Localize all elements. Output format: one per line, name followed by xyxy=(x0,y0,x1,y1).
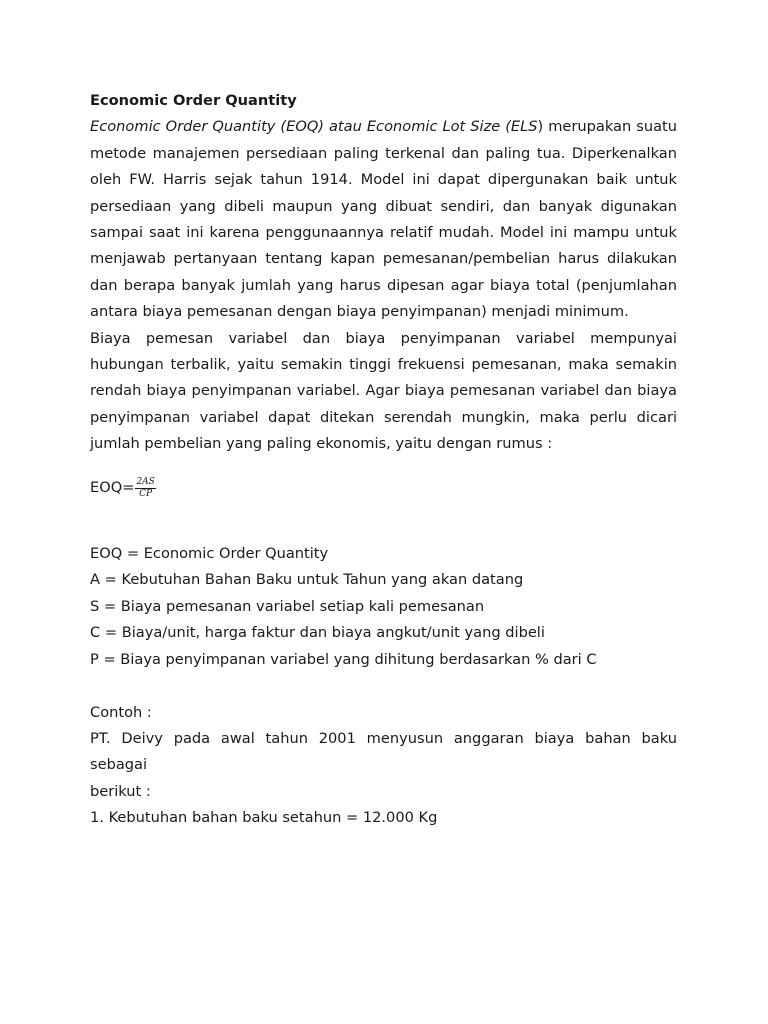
document-page xyxy=(90,88,677,832)
document-title: Economic Order Quantity xyxy=(90,92,297,109)
definition-s: S = Biaya pemesanan variabel setiap kali pemesanan xyxy=(90,597,485,615)
intro-text: ) merupakan suatu metode manajemen persediaan paling terkenal dan paling tua. Diperkenalkan oleh FW. Harris sejak tahun 1914. Model ini dapat dipergunakan baik untuk persediaan yang dibeli maupun yang dibuat sendiri, dan banyak digunakan sampai saat ini karena penggunaannya relatif mudah. Model ini mampu untuk menjawab pertanyaan tentang kapan pemesanan/pembelian harus dilakukan dan berapa banyak jumlah yang harus dipesan agar biaya total (penjumlahan antara biaya pemesanan dengan biaya penyimpanan) menjadi minimum. xyxy=(90,118,677,321)
definition-eoq: EOQ = Economic Order Quantity xyxy=(90,545,329,563)
intro-italic-lead: Economic Order Quantity (EOQ) atau Economic Lot Size (ELS xyxy=(90,118,538,136)
definition-c: C = Biaya/unit, harga faktur dan biaya angkut/unit yang dibeli xyxy=(90,624,545,642)
formula-numerator: 2AS xyxy=(136,477,155,488)
example-item-1: 1. Kebutuhan bahan baku setahun = 12.000 Kg xyxy=(90,809,438,827)
spacer xyxy=(90,673,677,699)
spacer xyxy=(90,515,677,541)
paragraph-2: Biaya pemesan variabel dan biaya penyimpanan variabel mempunyai hubungan terbalik, yaitu semakin tinggi frekuensi pemesanan, maka semakin rendah biaya penyimpanan variabel. Agar biaya pemesanan variabel dan biaya penyimpanan variabel dapat ditekan serendah mungkin, maka perlu dicari jumlah pembelian yang paling ekonomis, yaitu dengan rumus : xyxy=(90,329,677,453)
example-text: PT. Deivy pada awal tahun 2001 menyusun anggaran biaya bahan baku sebagai xyxy=(90,729,677,774)
formula-lhs: EOQ= xyxy=(90,479,135,497)
example-heading: Contoh : xyxy=(90,703,152,721)
definition-a: A = Kebutuhan Bahan Baku untuk Tahun yang akan datang xyxy=(90,571,524,589)
formula-fraction xyxy=(135,477,155,500)
eoq-formula xyxy=(90,471,677,507)
example-text-2: berikut : xyxy=(90,782,151,800)
formula-denominator: CP xyxy=(139,489,153,500)
definition-p: P = Biaya penyimpanan variabel yang dihitung berdasarkan % dari C xyxy=(90,650,597,668)
intro-paragraph xyxy=(90,114,677,325)
